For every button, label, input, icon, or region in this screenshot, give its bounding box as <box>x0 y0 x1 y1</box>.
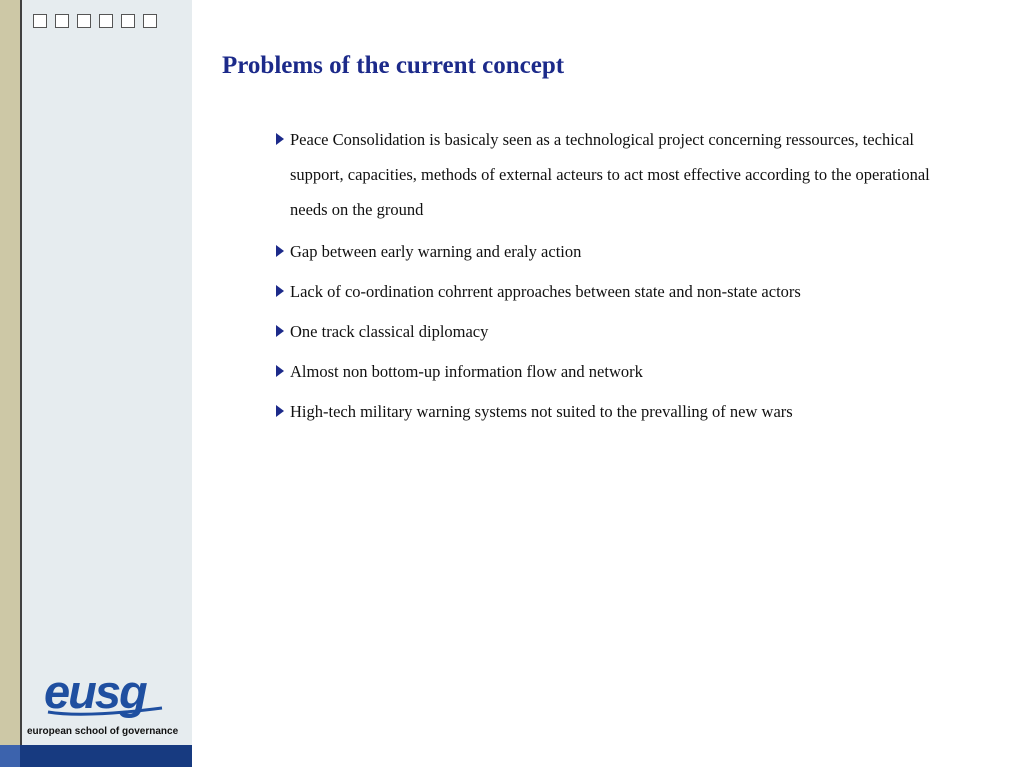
missing-glyph-box-icon <box>55 14 69 28</box>
bottom-bar <box>0 745 192 767</box>
bullet-text: Lack of co-ordination cohrrent approaches between state and non-state actors <box>290 282 801 301</box>
logo-wordmark: eusg <box>44 665 146 718</box>
slide-title: Problems of the current concept <box>222 52 565 79</box>
triangle-right-icon <box>276 133 284 145</box>
triangle-right-icon <box>276 405 284 417</box>
missing-glyph-box-icon <box>121 14 135 28</box>
missing-glyph-box-icon <box>33 14 47 28</box>
sidebar-panel <box>22 0 192 745</box>
eusg-logo <box>44 665 164 720</box>
triangle-right-icon <box>276 245 284 257</box>
bullet-text: Peace Consolidation is basicaly seen as a technological project concerning ressources, techical support, capacities, methods of external acteurs to act most effective according to the operational needs on the ground <box>290 130 930 219</box>
list-item <box>274 397 964 427</box>
missing-glyph-box-icon <box>77 14 91 28</box>
bullet-text: One track classical diplomacy <box>290 322 489 341</box>
missing-glyph-box-icon <box>99 14 113 28</box>
bottom-bar-corner <box>0 745 20 767</box>
missing-glyph-box-icon <box>143 14 157 28</box>
list-item <box>274 357 964 387</box>
list-item <box>274 277 964 307</box>
triangle-right-icon <box>276 365 284 377</box>
list-item <box>274 317 964 347</box>
list-item <box>274 122 964 227</box>
bullet-text: High-tech military warning systems not suited to the prevalling of new wars <box>290 402 793 421</box>
left-accent-strip <box>0 0 20 767</box>
triangle-right-icon <box>276 285 284 297</box>
bullet-text: Gap between early warning and eraly action <box>290 242 582 261</box>
triangle-right-icon <box>276 325 284 337</box>
bullet-list <box>274 122 964 437</box>
logo-tagline: european school of governance <box>27 726 179 737</box>
bullet-text: Almost non bottom-up information flow and network <box>290 362 643 381</box>
list-item <box>274 237 964 267</box>
header-glyphs <box>33 14 157 28</box>
